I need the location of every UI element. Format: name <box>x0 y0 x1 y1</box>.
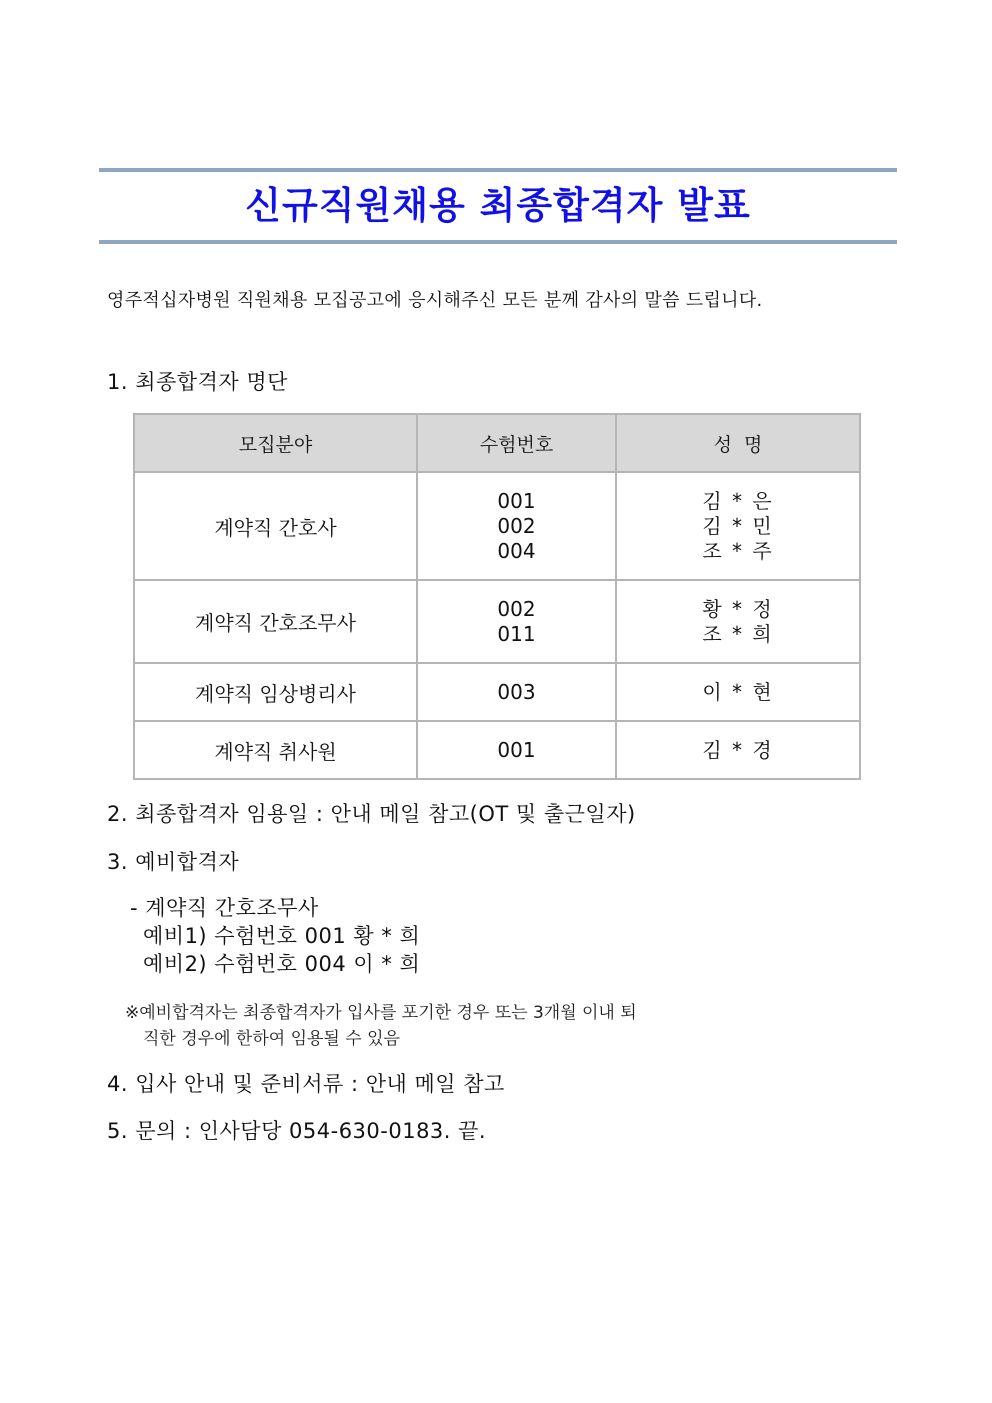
header-number: 수험번호 <box>417 414 616 472</box>
section-4-text: 4. 입사 안내 및 준비서류 : 안내 메일 참고 <box>107 1072 505 1096</box>
name-cell <box>616 472 860 580</box>
reserve-note-line2: 직한 경우에 한하여 임용될 수 있음 <box>143 1029 400 1049</box>
applicant-name: 김 * 민 <box>702 513 774 538</box>
reserve-item: 예비2) 수험번호 004 이 * 희 <box>143 952 421 976</box>
exam-number: 002 <box>497 513 536 538</box>
number-cell <box>417 663 616 721</box>
page-title: 신규직원채용 최종합격자 발표 <box>245 184 751 227</box>
title-top-rule <box>99 168 897 172</box>
exam-number: 001 <box>497 488 536 513</box>
table-row <box>134 580 860 663</box>
name-cell <box>616 663 860 721</box>
reserve-note-line1: ※예비합격자는 최종합격자가 입사를 포기한 경우 또는 3개월 이내 퇴 <box>125 1003 637 1023</box>
number-cell <box>417 580 616 663</box>
exam-number: 001 <box>497 737 536 762</box>
field-cell: 계약직 임상병리사 <box>134 663 417 721</box>
field-cell: 계약직 취사원 <box>134 721 417 779</box>
reserve-item: 예비1) 수험번호 001 황 * 희 <box>143 924 421 948</box>
results-table <box>133 413 861 780</box>
table-row <box>134 472 860 580</box>
field-cell: 계약직 간호사 <box>134 472 417 580</box>
exam-number: 011 <box>497 621 536 646</box>
applicant-name: 조 * 희 <box>702 621 774 646</box>
applicant-name: 김 * 경 <box>702 737 774 762</box>
name-cell <box>616 721 860 779</box>
number-cell <box>417 721 616 779</box>
name-cell <box>616 580 860 663</box>
applicant-name: 조 * 주 <box>702 538 774 563</box>
header-field: 모집분야 <box>134 414 417 472</box>
section-3-heading: 3. 예비합격자 <box>107 850 240 874</box>
field-cell: 계약직 간호조무사 <box>134 580 417 663</box>
exam-number: 002 <box>497 596 536 621</box>
exam-number: 004 <box>497 538 536 563</box>
section-2-text: 2. 최종합격자 임용일 : 안내 메일 참고(OT 및 출근일자) <box>107 802 636 826</box>
table-header-row <box>134 414 860 472</box>
reserve-department: - 계약직 간호조무사 <box>130 896 319 920</box>
section-1-heading: 1. 최종합격자 명단 <box>107 370 288 394</box>
intro-text: 영주적십자병원 직원채용 모집공고에 응시해주신 모든 분께 감사의 말씀 드립니다. <box>107 290 763 311</box>
section-5-text: 5. 문의 : 인사담당 054-630-0183. 끝. <box>107 1119 487 1143</box>
exam-number: 003 <box>497 679 536 704</box>
header-name: 성 명 <box>616 414 860 472</box>
applicant-name: 이 * 현 <box>702 679 774 704</box>
number-cell <box>417 472 616 580</box>
table-row <box>134 663 860 721</box>
applicant-name: 김 * 은 <box>702 488 774 513</box>
table-row <box>134 721 860 779</box>
applicant-name: 황 * 정 <box>702 596 774 621</box>
title-bottom-rule <box>99 240 897 244</box>
